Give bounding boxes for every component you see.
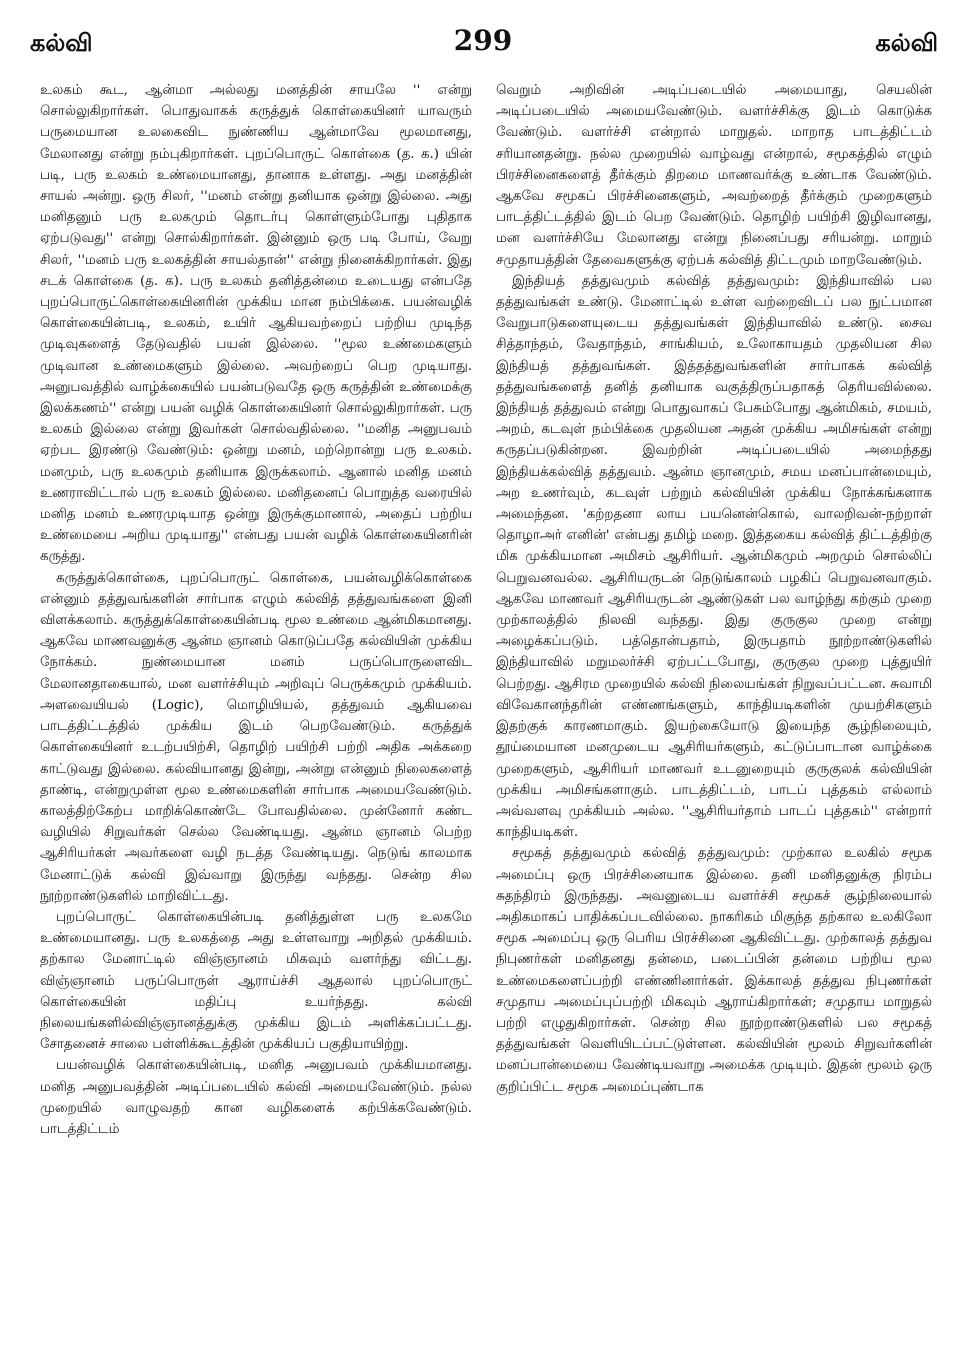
running-head-left: கல்வி (30, 28, 93, 57)
page-number: 299 (453, 24, 513, 57)
paragraph: புறப்பொருட் கொள்கையின்படி தனித்துள்ள பரு உலகமே உண்மையானது. பரு உலகத்தை அது உள்ளவாறு அறிதல் முக்கியம். தற்கால மேனாட்டில் விஞ்ஞானம் மிகவும் வளர்ந்து விட்டது. விஞ்ஞானம் பருப்பொருள் ஆராய்ச்சி ஆதலால் புறப்பொருட் கொள்கையின் மதிப்பு உயர்ந்தது. கல்வி நிலையங்களில்விஞ்ஞானத்துக்கு முக்கிய இடம் அளிக்கப்பட்டது. சோதனைச் சாலை பள்ளிக்கூடத்தின் முக்கியப் பகுதியாயிற்று. (40, 909, 472, 1053)
right-column (496, 80, 932, 1356)
running-head-right: கல்வி (875, 28, 938, 57)
left-column (40, 80, 472, 1356)
paragraph: சமூகத் தத்துவமும் கல்வித் தத்துவமும்: முற்கால உலகில் சமூக அமைப்பு ஒரு பிரச்சினையாக இல்லை. தனி மனிதனுக்கு நிரம்ப சுதந்திரம் இருந்தது. அவனுடைய வளர்ச்சி சமூகச் சூழ்நிலையால் அதிகமாகப் பாதிக்கப்படவில்லை. நாகரிகம் மிகுந்த தற்கால உலகிலோ சமூக அமைப்பு ஒரு பெரிய பிரச்சினை ஆகிவிட்டது. முற்காலத் தத்துவ நிபுணர்கள் மனிதனது தன்மை, படைப்பின் தன்மை பற்றிய மூல உண்மைகளைப்பற்றி எண்ணினார்கள். இக்காலத் தத்துவ நிபுணர்கள் சமுதாய அமைப்புப்பற்றி மிகவும் ஆராய்கிறார்கள்; சமுதாய மாறுதல் பற்றி எழுதுகிறார்கள். சென்ற சில நூற்றாண்டுகளில் பல சமூகத் தத்துவங்கள் வெளியிடப்பட்டுள்ளன. கல்வியின் மூலம் சிறுவர்களின் மனப்பான்மையை வேண்டியவாறு அமைக்க முடியும். இதன் மூலம் ஒரு குறிப்பிட்ட சமூக அமைப்புண்டாக (496, 846, 932, 1095)
paragraph: கருத்துக்கொள்கை, புறப்பொருட் கொள்கை, பயன்வழிக்கொள்கை என்னும் தத்துவங்களின் சார்பாக எழும் கல்வித் தத்துவங்களை இனி விளக்கலாம். கருத்துக்கொள்கையின்படி மூல உண்மை ஆன்மிகமானது. ஆகவே மாணவனுக்கு ஆன்ம ஞானம் கொடுப்பதே கல்வியின் முக்கிய நோக்கம். நுண்மையான மனம் பருப்பொருளைவிட மேலானதாகையால், மன வளர்ச்சியும் அறிவுப் பெருக்கமும் முக்கியம். அளவையியல் (Logic), மொழியியல், தத்துவம் ஆகியவை பாடத்திட்டத்தில் முக்கிய இடம் பெறவேண்டும். கருத்துக் கொள்கையினர் உடற்பயிற்சி, தொழிற் பயிற்சி பற்றி அதிக அக்கறை காட்டுவது இல்லை. கல்வியானது இன்று, அன்று என்னும் நிலைகளைத் தாண்டி, என்றுமுள்ள மூல உண்மைகளின் சார்பாக அமையவேண்டும். காலத்திற்கேற்ப மாறிக்கொண்டே போவதில்லை. முன்னோர் கண்ட வழியில் சிறுவர்கள் செல்ல வேண்டியது. ஆன்ம ஞானம் பெற்ற ஆசிரியர்கள் அவர்களை வழி நடத்த வேண்டியது. நெடுங் காலமாக மேனாட்டுக் கல்வி இவ்வாறு இருந்து வந்தது. சென்ற சில நூற்றாண்டுகளில் மாறிவிட்டது. (40, 570, 472, 904)
paragraph: பயன்வழிக் கொள்கையின்படி, மனித அனுபவம் முக்கியமானது. மனித அனுபவத்தின் அடிப்படையில் கல்வி அமையவேண்டும். நல்ல முறையில் வாழுவதற் கான வழிகளைக் கற்பிக்கவேண்டும். பாடத்திட்டம் (40, 1058, 472, 1137)
paragraph: வெறும் அறிவின் அடிப்படையில் அமையாது, செயலின் அடிப்படையில் அமையவேண்டும். வளர்ச்சிக்கு இடம் கொடுக்க வேண்டும். வளர்ச்சி என்றால் மாறுதல். மாறாத பாடத்திட்டம் சரியானதன்று. நல்ல முறையில் வாழ்வது என்றால், சமூகத்தில் எழும் பிரச்சினைகளைத் தீர்க்கும் திறமை மாணவர்க்கு உண்டாக வேண்டும். ஆகவே சமூகப் பிரச்சினைகளும், அவற்றைத் தீர்க்கும் முறைகளும் பாடத்திட்டத்தில் இடம் பெற வேண்டும். தொழிற் பயிற்சி இழிவானது, மன வளர்ச்சியே மேலானது என்று நினைப்பது சரியன்று. மாறும் சமுதாயத்தின் தேவைகளுக்கு ஏற்பக் கல்வித் திட்டமும் மாறவேண்டும். (496, 83, 932, 268)
paragraph: உலகம் கூட, ஆன்மா அல்லது மனத்தின் சாயலே '' என்று சொல்லுகிறார்கள். பொதுவாகக் கருத்துக் கொள்கையினர் யாவரும் பருமையான உலகைவிட நுண்ணிய ஆன்மாவே மூலமானது, மேலானது என்று நம்புகிறார்கள். புறப்பொருட் கொள்கை (த. க.) யின் படி, பரு உலகம் உண்மையானது, தானாக உள்ளது. அது மனத்தின் சாயல் அன்று. ஒரு சிலர், ''மனம் என்று தனியாக ஒன்று இல்லை. அது மனிதனும் பரு உலகமும் தொடர்பு கொள்ளும்போது புதிதாக ஏற்படுவது'' என்று சொல்கிறார்கள். இன்னும் ஒரு படி போய், வேறு சிலர், ''மனம் பரு உலகத்தின் சாயல்தான்'' என்று நினைக்கிறார்கள். இது சடக் கொள்கை (த. க). பரு உலகம் தனித்தன்மை உடையது என்பதே புறப்பொருட்கொள்கையினரின் முக்கிய மான நம்பிக்கை. பயன்வழிக் கொள்கையின்படி, உலகம், உயிர் ஆகியவற்றைப் பற்றிய முடிந்த முடிவுகளைத் தேடுவதில் பயன் இல்லை. ''மூல உண்மைகளும் முடிவான உண்மைகளும் இல்லை. அவற்றைப் பெற முடியாது. அனுபவத்தில் வாழ்க்கையில் பயன்படுவதே ஒரு கருத்தின் உண்மைக்கு இலக்கணம்'' என்று பயன் வழிக் கொள்கையினர் சொல்லுகிறார்கள். பரு உலகம் இல்லை என்று இவர்கள் சொல்வதில்லை. ''மனித அனுபவம் ஏற்பட இரண்டு வேண்டும்: ஒன்று மனம், மற்றொன்று பரு உலகம். மனமும், பரு உலகமும் தனியாக இருக்கலாம். ஆனால் மனித மனம் உணராவிட்டால் பரு உலகம் இல்லை. மனிதனைப் பொறுத்த வரையில் மனித மனம் உணரமுடியாத ஒன்று இருக்குமானால், அதைப் பற்றிய உண்மையை அறிய முடியாது'' என்பது பயன் வழிக் கொள்கையினரின் கருத்து. (40, 83, 472, 565)
paragraph: இந்தியத் தத்துவமும் கல்வித் தத்துவமும்: இந்தியாவில் பல தத்துவங்கள் உண்டு. மேனாட்டில் உள்ள வற்றைவிடப் பல நுட்பமான வேறுபாடுகளையுடைய தத்துவங்கள் இந்தியாவில் உண்டு. சைவ சித்தாந்தம், வேதாந்தம், சாங்கியம், உலோகாயதம் முதலியன சில இந்தியத் தத்துவங்கள். இத்தத்துவங்களின் சார்பாகக் கல்வித் தத்துவங்களைத் தனித் தனியாக வகுத்திருப்பதாகத் தெரியவில்லை. இந்தியத் தத்துவம் என்று பொதுவாகப் பேசும்போது ஆன்மிகம், சமயம், அறம், கடவுள் நம்பிக்கை முதலியன அதன் முக்கிய அமிசங்கள் என்று கருதப்படுகின்றன. இவற்றின் அடிப்படையில் அமைந்தது இந்தியக்கல்வித் தத்துவம். ஆன்ம ஞானமும், சமய மனப்பான்மையும், அற உணர்வும், கடவுள் பற்றும் கல்வியின் முக்கிய நோக்கங்களாக அமைந்தன. 'கற்றதனா லாய பயனென்கொல், வாலறிவன்-நற்றாள் தொழாஅர் எனின்' என்பது தமிழ் மறை. இத்தகைய கல்வித் திட்டத்திற்கு மிக முக்கியமான அமிசம் ஆசிரியர். ஆன்மிகமும் அறமும் சொல்லிப் பெறுவனவல்ல. ஆசிரியருடன் நெடுங்காலம் பழகிப் பெறுவனவாகும். ஆகவே மாணவர் ஆசிரியருடன் ஆண்டுகள் பல வாழ்ந்து கற்கும் முறை முற்காலத்தில் நிலவி வந்தது. இது குருகுல முறை என்று அழைக்கப்படும். பத்தொன்பதாம், இருபதாம் நூற்றாண்டுகளில் இந்தியாவில் மறுமலர்ச்சி ஏற்பட்டபோது, குருகுல முறை புத்துயிர் பெற்றது. ஆசிரம முறையில் கல்வி நிலையங்கள் நிறுவப்பட்டன. சுவாமி விவேகானந்தரின் எண்ணங்களும், காந்தியடிகளின் முயற்சிகளும் இதற்குக் காரணமாகும். இயற்கையோடு இயைந்த சூழ்நிலையும், தூய்மையான மனமுடைய ஆசிரியர்களும், கட்டுப்பாடான வாழ்க்கை முறைகளும், ஆசிரியர் மாணவர் உடனுறையும் குருகுலக் கல்வியின் முக்கிய அமிசங்களாகும். பாடத்திட்டம், பாடப் புத்தகம் எல்லாம் அவ்வளவு முக்கியம் அல்ல. ''ஆசிரியர்தாம் பாடப் புத்தகம்'' என்றார் காந்தியடிகள். (496, 273, 932, 841)
